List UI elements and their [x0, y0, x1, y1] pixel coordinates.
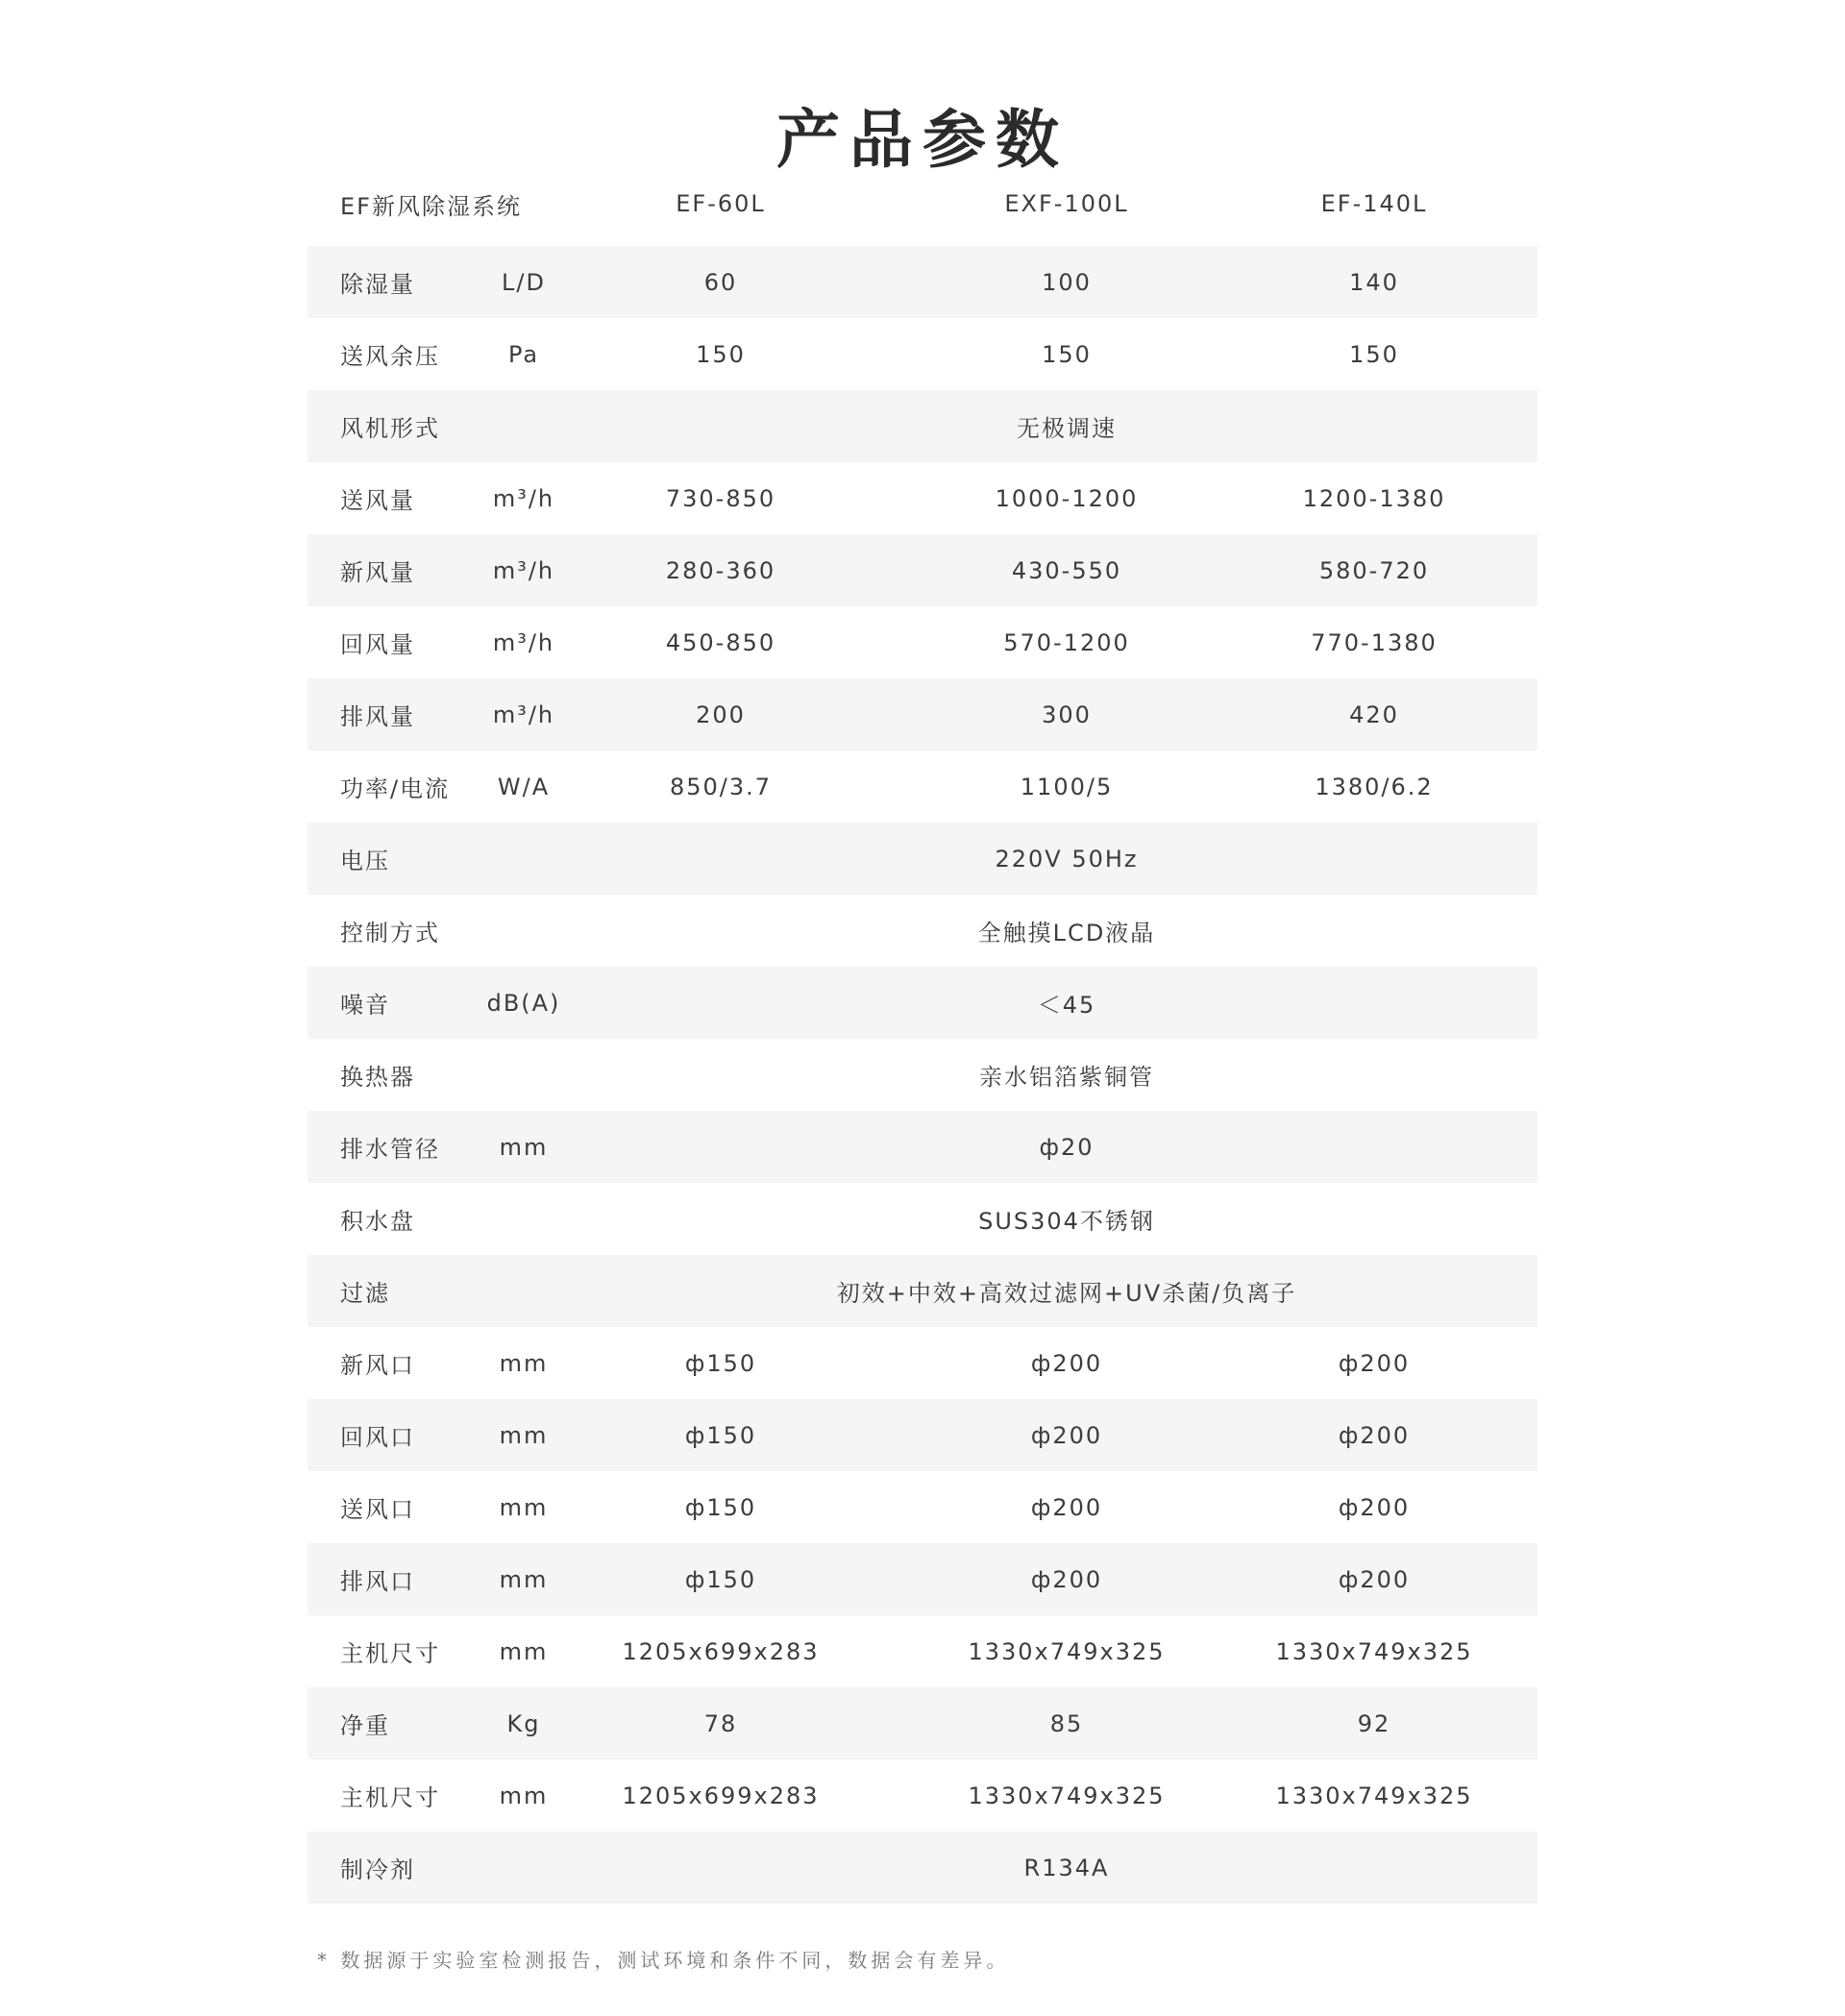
table-row — [308, 1255, 1538, 1327]
row-label: 制冷剂 — [340, 1856, 415, 1883]
row-unit: mm — [499, 1782, 549, 1809]
row-value-model-2: 430-550 — [1011, 556, 1122, 584]
row-value-model-2: ф200 — [1030, 1349, 1103, 1377]
row-unit: W/A — [497, 773, 551, 800]
row-value-model-3: 770-1380 — [1311, 628, 1438, 656]
row-value-model-2: 100 — [1042, 268, 1092, 296]
row-shared-value: R134A — [1023, 1854, 1110, 1881]
page-title: 产品参数 — [776, 103, 1069, 178]
row-shared-value: SUS304不锈钢 — [978, 1208, 1155, 1235]
row-unit: mm — [499, 1349, 549, 1377]
row-value-model-1: 450-850 — [665, 628, 776, 656]
row-value-model-1: 78 — [703, 1709, 738, 1737]
footnote: * 数据源于实验室检测报告，测试环境和条件不同，数据会有差异。 — [317, 1949, 1010, 1972]
row-value-model-1: ф150 — [684, 1349, 757, 1377]
row-value-model-3: 1330x749x325 — [1275, 1637, 1473, 1665]
row-value-model-3: 1200-1380 — [1302, 484, 1446, 512]
row-value-model-1: 150 — [696, 340, 746, 368]
row-value-model-2: 1330x749x325 — [968, 1637, 1166, 1665]
row-value-model-3: ф200 — [1338, 1421, 1411, 1449]
row-unit: mm — [499, 1133, 549, 1161]
row-label: 除湿量 — [340, 271, 415, 298]
row-label: 送风量 — [340, 487, 415, 514]
row-label: 送风口 — [340, 1496, 415, 1523]
row-label: 换热器 — [340, 1064, 415, 1091]
row-value-model-1: 850/3.7 — [669, 773, 773, 800]
row-label: 净重 — [340, 1712, 390, 1739]
model-header-ef-60l: EF-60L — [676, 190, 766, 217]
table-row — [308, 1543, 1538, 1615]
row-value-model-2: ф200 — [1030, 1565, 1103, 1593]
row-unit: L/D — [502, 268, 546, 296]
row-unit: mm — [499, 1493, 549, 1521]
row-label: 噪音 — [340, 992, 390, 1019]
row-label: 回风量 — [340, 631, 415, 658]
row-value-model-1: ф150 — [684, 1421, 757, 1449]
row-value-model-3: 92 — [1357, 1709, 1391, 1737]
system-name: EF新风除湿系统 — [340, 192, 522, 220]
row-value-model-3: 140 — [1349, 268, 1399, 296]
spec-table — [308, 161, 1538, 1904]
row-label: 回风口 — [340, 1424, 415, 1451]
row-label: 送风余压 — [340, 343, 440, 370]
row-value-model-2: 150 — [1042, 340, 1092, 368]
row-value-model-3: ф200 — [1338, 1493, 1411, 1521]
row-label: 控制方式 — [340, 920, 440, 947]
table-row — [308, 750, 1538, 823]
row-shared-value: 无极调速 — [1017, 415, 1117, 442]
table-row — [308, 390, 1538, 462]
row-unit: mm — [499, 1421, 549, 1449]
table-body — [308, 246, 1538, 1904]
row-value-model-2: 85 — [1049, 1709, 1084, 1737]
row-value-model-2: 1100/5 — [1020, 773, 1114, 800]
row-shared-value: ф20 — [1039, 1133, 1095, 1161]
row-unit: mm — [499, 1637, 549, 1665]
table-row — [308, 1615, 1538, 1687]
row-shared-value: ＜45 — [1037, 992, 1096, 1019]
row-value-model-2: ф200 — [1030, 1493, 1103, 1521]
row-value-model-1: 280-360 — [665, 556, 776, 584]
row-label: 新风口 — [340, 1352, 415, 1379]
table-row — [308, 534, 1538, 606]
model-header-ef-140l: EF-140L — [1320, 190, 1428, 217]
table-row — [308, 895, 1538, 967]
row-unit: dB(A) — [486, 989, 561, 1017]
row-unit: Kg — [506, 1709, 541, 1737]
row-value-model-1: 730-850 — [665, 484, 776, 512]
row-value-model-2: 570-1200 — [1003, 628, 1130, 656]
row-value-model-3: 420 — [1349, 701, 1399, 728]
table-row — [308, 823, 1538, 895]
table-row — [308, 1399, 1538, 1471]
row-unit: m³/h — [492, 628, 555, 656]
row-unit: mm — [499, 1565, 549, 1593]
row-shared-value: 220V 50Hz — [995, 845, 1139, 873]
row-label: 排水管径 — [340, 1136, 440, 1163]
table-header-row — [308, 161, 1538, 246]
row-shared-value: 初效+中效+高效过滤网+UV杀菌/负离子 — [836, 1280, 1297, 1307]
row-unit: Pa — [507, 340, 540, 368]
row-value-model-1: 200 — [696, 701, 746, 728]
row-label: 排风口 — [340, 1568, 415, 1595]
row-value-model-2: 300 — [1042, 701, 1092, 728]
row-value-model-3: 150 — [1349, 340, 1399, 368]
table-row — [308, 606, 1538, 678]
row-value-model-3: 580-720 — [1318, 556, 1430, 584]
row-shared-value: 全触摸LCD液晶 — [977, 920, 1156, 947]
table-row — [308, 462, 1538, 534]
table-row — [308, 1759, 1538, 1832]
row-unit: m³/h — [492, 484, 555, 512]
row-value-model-1: 1205x699x283 — [622, 1637, 820, 1665]
model-header-exf-100l: EXF-100L — [1004, 190, 1129, 217]
row-label: 新风量 — [340, 559, 415, 586]
row-label: 过滤 — [340, 1280, 390, 1307]
row-value-model-1: ф150 — [684, 1493, 757, 1521]
table-row — [308, 1687, 1538, 1759]
row-shared-value: 亲水铝箔紫铜管 — [979, 1064, 1154, 1091]
row-value-model-2: 1000-1200 — [995, 484, 1139, 512]
table-row — [308, 1327, 1538, 1399]
row-value-model-3: 1330x749x325 — [1275, 1782, 1473, 1809]
row-label: 主机尺寸 — [340, 1640, 440, 1667]
row-unit: m³/h — [492, 556, 555, 584]
row-label: 积水盘 — [340, 1208, 415, 1235]
row-label: 风机形式 — [340, 415, 440, 442]
table-row — [308, 967, 1538, 1039]
row-label: 主机尺寸 — [340, 1784, 440, 1811]
row-unit: m³/h — [492, 701, 555, 728]
row-label: 排风量 — [340, 703, 415, 730]
table-row — [308, 678, 1538, 750]
table-row — [308, 318, 1538, 390]
table-row — [308, 1832, 1538, 1904]
row-value-model-1: ф150 — [684, 1565, 757, 1593]
table-row — [308, 1111, 1538, 1183]
row-label: 功率/电流 — [340, 775, 451, 802]
row-value-model-1: 1205x699x283 — [622, 1782, 820, 1809]
row-value-model-2: 1330x749x325 — [968, 1782, 1166, 1809]
row-value-model-3: ф200 — [1338, 1565, 1411, 1593]
table-row — [308, 1183, 1538, 1255]
row-label: 电压 — [340, 848, 390, 874]
table-row — [308, 246, 1538, 318]
row-value-model-3: ф200 — [1338, 1349, 1411, 1377]
row-value-model-1: 60 — [703, 268, 738, 296]
table-row — [308, 1471, 1538, 1543]
row-value-model-2: ф200 — [1030, 1421, 1103, 1449]
row-value-model-3: 1380/6.2 — [1315, 773, 1434, 800]
table-row — [308, 1039, 1538, 1111]
